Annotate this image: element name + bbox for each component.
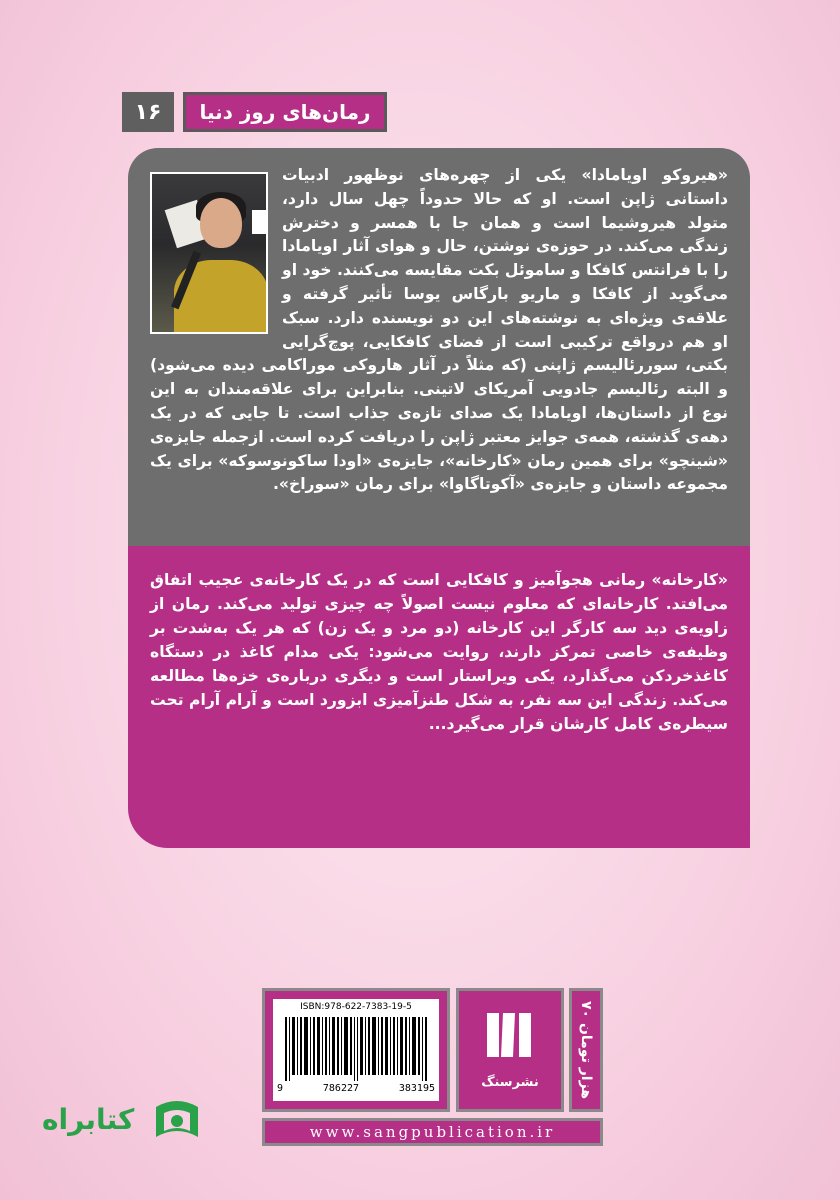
price-text: ۷۰ هزار تومان [578,1000,594,1100]
series-number: ۱۶ [134,99,162,125]
publisher-box [456,988,564,1112]
series-number-badge [122,92,174,132]
author-photo [150,172,268,334]
series-title: رمان‌های روز دنیا [199,100,371,124]
isbn-box [262,988,450,1112]
price-box [569,988,603,1112]
series-title-box [183,92,387,132]
store-logo-text: کتابراه [42,1103,135,1136]
isbn-label-area [273,999,439,1101]
book-summary-text: «کارخانه» رمانی هجوآمیز و کافکایی است که در یک کارخانه‌ی عجیب اتفاق می‌افتد. کارخانه‌ای که معلوم نیست اصولاً چه چیزی تولید می‌کند. رمان از زاویه‌ی دید سه کارگر این کارخانه (دو مرد و یک زن) که هر یک به‌شدت بر وظیفه‌ی خاصی تمرکز دارند، روایت می‌شود: یکی مدام کاغذ در دستگاه کاغذخردکن می‌گذارد، یکی ویراستار است و دیگری درباره‌ی خزه‌ها مطالعه می‌کند. زندگی این سه نفر، به شکل طنزآمیزی ابزورد است و آرام آرام تحت سیطره‌ی کامل کارشان قرار می‌گیرد... [150,571,728,733]
publisher-name: نشرسنگ [481,1075,539,1090]
barcode-digit-group-1: 786227 [322,1083,360,1094]
website-url: www.sangpublication.ir [309,1123,556,1141]
barcode-icon [283,1017,431,1081]
author-bio-panel [128,148,750,546]
isbn-text: ISBN:978-622-7383-19-5 [300,1002,412,1012]
barcode-digit-lead: 9 [277,1083,284,1094]
publisher-logo-icon [485,1009,535,1061]
website-box [262,1118,603,1146]
store-logo [42,1093,212,1153]
author-bio-text: «هیروکو اویامادا» یکی از چهره‌های نوظهور ادبیات داستانی ژاپن است. او که حالا حدوداً چهل سال دارد، متولد هیروشیما است و همان جا با همسر و دخترش زندگی می‌کند. در حوزه‌ی نوشتن، حال و هوای آثار اویامادا را با فرانتس کافکا و ساموئل بکت مقایسه می‌کنند. خود او می‌گوید از کافکا و ماریو بارگاس یوسا تأثیر گرفته و علاقه‌ی ویژه‌ای به نوشته‌های این دو نویسنده دارد. سبک او هم درواقع ترکیبی است از فضای کافکایی، پوچ‌گرایی بکتی، سوررئالیسم ژاپنی (که مثلاً در آثار هاروکی موراکامی دیده می‌شود) و البته رئالیسم جادویی آمریکای لاتینی. بنابراین برای علاقه‌مندان به این نوع از داستان‌ها، اویامادا یک صدای تازه‌ی جذاب است. تا جایی که در یک دهه‌ی گذشته، همه‌ی جوایز معتبر ژاپن را دریافت کرده است. ازجمله جایزه‌ی «شینچو» برای همین رمان «کارخانه»، جایزه‌ی «اودا ساکونوسوکه» برای یک مجموعه داستان و جایزه‌ی «آکوتاگاوا» برای رمان «سوراخ». [150,166,728,494]
barcode-digits [273,1083,439,1094]
barcode-digit-group-2: 383195 [398,1083,435,1094]
book-summary-panel [128,546,750,848]
book-leaf-icon [152,1099,202,1145]
